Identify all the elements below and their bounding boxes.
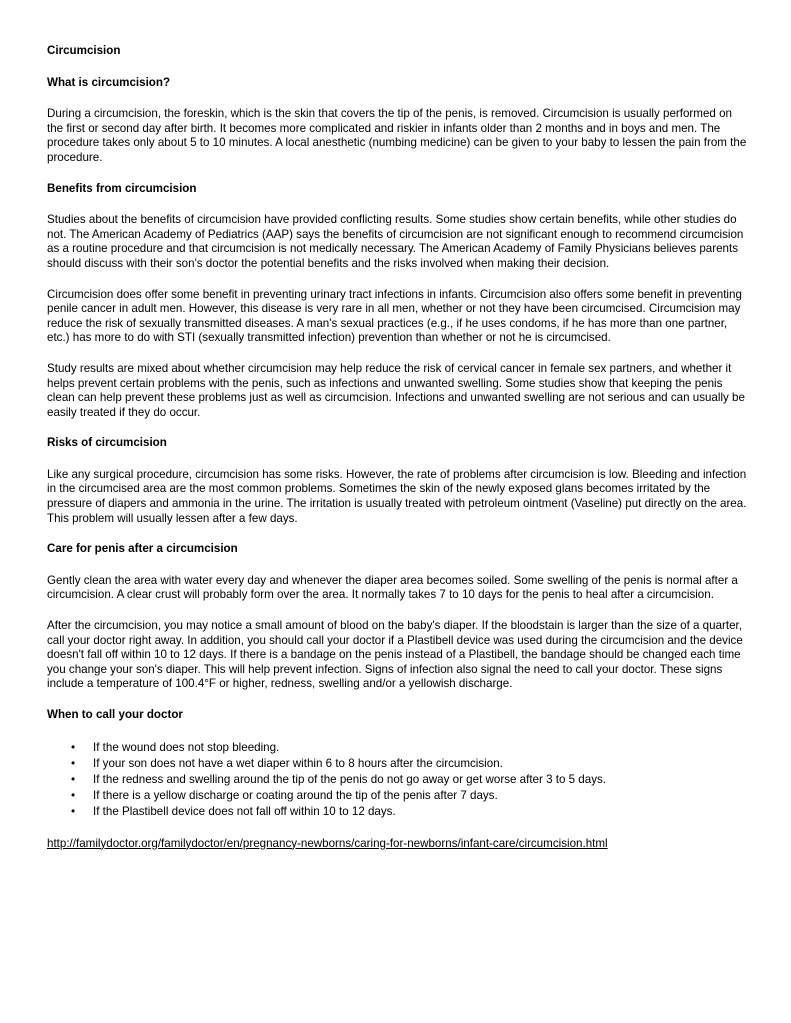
section-paragraph: Circumcision does offer some benefit in preventing urinary tract infections in infants. Circumcision also offers some benefit in preventing penile cancer in adult men. However, this disease is very rare in all men, whether or not they have been circumcised. Circumcision may reduce the risk of sexually transmitted diseases. A man's sexual practices (e.g., if he uses condoms, if he has more than one partner, etc.) has more to do with STI (sexually transmitted infection) prevention than whether or not he is circumcised.: [47, 287, 742, 345]
section-heading: Risks of circumcision: [47, 436, 167, 450]
list-item-text: If the redness and swelling around the tip of the penis do not go away or get worse after 3 to 5 days.: [93, 773, 607, 786]
list-item-text: If the Plastibell device does not fall off within 10 to 12 days.: [93, 805, 396, 819]
document-page: [47, 44, 747, 851]
source-link[interactable]: http://familydoctor.org/familydoctor/en/pregnancy-newborns/caring-for-newborns/infant-care/circumcision.html: [47, 836, 608, 850]
section-heading: What is circumcision?: [47, 75, 171, 89]
section-heading: Benefits from circumcision: [47, 181, 197, 195]
list-item: [47, 804, 747, 820]
bullet-icon: •: [71, 773, 76, 786]
call-doctor-list: [47, 740, 747, 821]
section-paragraph: After the circumcision, you may notice a small amount of blood on the baby's diaper. If the bloodstain is larger than the size of a quarter, call your doctor right away. In addition, you should call your doctor if a Plastibell device was used during the circumcision and the device doesn't fall off within 10 to 12 days. If there is a bandage on the penis instead of a Plastibell, the bandage should be changed each time you change your son's diaper. This will help prevent infection. Signs of infection also signal the need to call your doctor. These signs include a temperature of 100.4°F or higher, redness, swelling and/or a yellowish discharge.: [47, 619, 743, 691]
list-item-text: If your son does not have a wet diaper within 6 to 8 hours after the circumcision.: [93, 756, 503, 770]
section-heading: When to call your doctor: [47, 708, 183, 721]
bullet-icon: •: [71, 789, 76, 803]
list-item-text: If there is a yellow discharge or coating around the tip of the penis after 7 days.: [93, 789, 498, 803]
list-item: [47, 772, 747, 788]
section-paragraph: Studies about the benefits of circumcision have provided conflicting results. Some studies show certain benefits, while other studies do not. The American Academy of Pediatrics (AAP) says the benefits of circumcision are not significant enough to recommend circumcision as a routine procedure and that circumcision is not medically necessary. The American Academy of Family Physicians believes parents should discuss with their son's doctor the potential benefits and the risks involved when making their decision.: [47, 213, 744, 270]
bullet-icon: •: [71, 805, 76, 819]
bullet-icon: •: [71, 756, 76, 770]
section-when-to-call-doctor: [47, 708, 747, 821]
section-paragraph: During a circumcision, the foreskin, which is the skin that covers the tip of the penis, is removed. Circumcision is usually performed on the first or second day after birth. It becomes more complicated and riskier in infants older than 2 months and in boys and men. The procedure takes only about 5 to 10 minutes. A local anesthetic (numbing medicine) can be given to your baby to lessen the pain from the procedure.: [47, 107, 747, 164]
section-benefits: [47, 182, 747, 421]
list-item-text: If the wound does not stop bleeding.: [93, 740, 280, 754]
document-title: Circumcision: [47, 44, 121, 57]
section-what-is-circumcision: [47, 76, 747, 166]
section-paragraph: Gently clean the area with water every day and whenever the diaper area becomes soiled. Some swelling of the penis is normal after a circumcision. A clear crust will probably form over the area. It normally takes 7 to 10 days for the penis to heal after a circumcision.: [47, 573, 738, 602]
bullet-icon: •: [71, 740, 76, 754]
section-paragraph: Study results are mixed about whether circumcision may help reduce the risk of cervical cancer in female sex partners, and whether it helps prevent certain problems with the penis, such as infections and unwanted swelling. Some studies show that keeping the penis clean can help prevent these problems just as well as circumcision. Infections and unwanted swelling are not serious and can usually be easily treated if they do occur.: [47, 361, 745, 419]
section-heading: Care for penis after a circumcision: [47, 542, 238, 556]
section-care: [47, 542, 747, 692]
list-item: [47, 740, 747, 756]
list-item: [47, 756, 747, 772]
section-risks: [47, 436, 747, 526]
section-paragraph: Like any surgical procedure, circumcision has some risks. However, the rate of problems after circumcision is low. Bleeding and infection in the circumcised area are the most common problems. Sometimes the skin of the newly exposed glans becomes irritated by the pressure of diapers and ammonia in the urine. The irritation is usually treated with petroleum ointment (Vaseline) put directly on the area. This problem will usually lessen after a few days.: [47, 467, 747, 525]
list-item: [47, 788, 747, 804]
